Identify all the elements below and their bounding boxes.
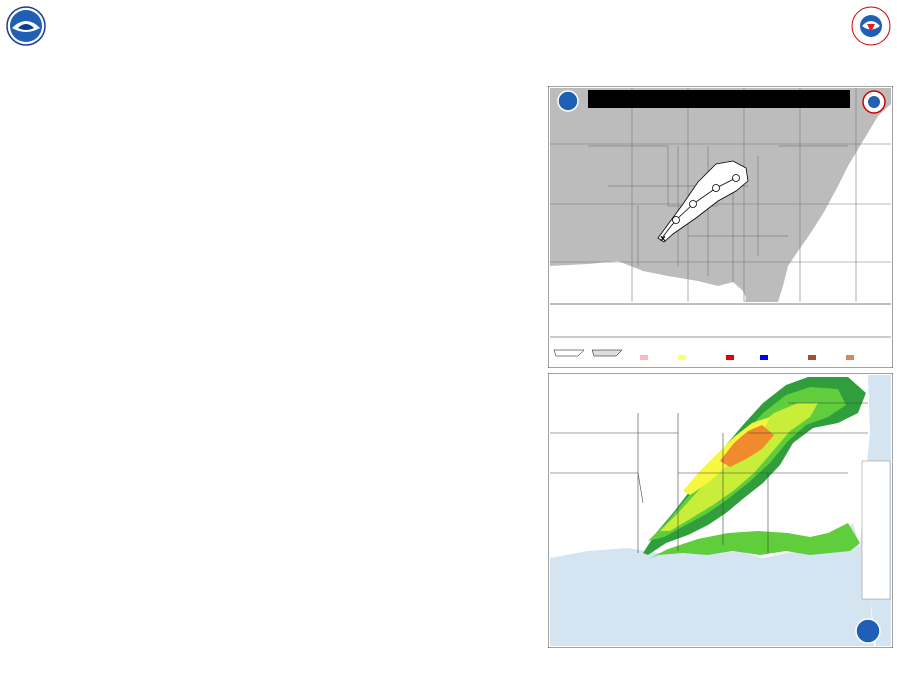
nws-logo xyxy=(851,6,891,46)
cone-forecast-map xyxy=(548,86,893,368)
forecast-point xyxy=(690,201,697,208)
legend-hurr-watch-swatch xyxy=(640,355,648,360)
forecast-point xyxy=(713,185,720,192)
legend-hurr-warn-swatch xyxy=(726,355,734,360)
current-position-marker: × xyxy=(660,234,666,245)
noaa-logo xyxy=(6,6,46,46)
forecast-point xyxy=(673,217,680,224)
legend-ts-warn-swatch xyxy=(760,355,768,360)
colorbar-frame xyxy=(862,461,890,599)
legend-ts-wind-swatch xyxy=(846,355,854,360)
cone-note-box xyxy=(588,90,850,108)
key-messages xyxy=(5,80,533,92)
forecast-point xyxy=(733,175,740,182)
legend-hurr-wind-swatch xyxy=(808,355,816,360)
cone-noaa-badge xyxy=(558,91,578,111)
rainfall-forecast-map xyxy=(548,373,893,648)
legend-ts-watch-swatch xyxy=(678,355,686,360)
rain-noaa-logo xyxy=(856,619,880,643)
